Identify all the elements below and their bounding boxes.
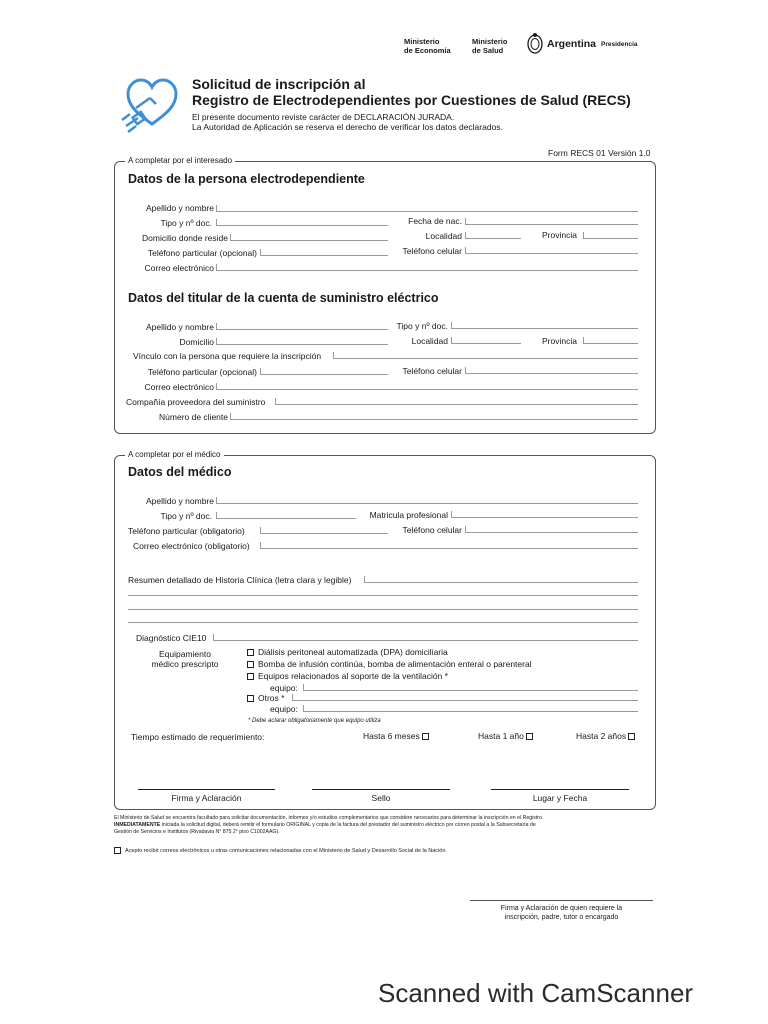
equipo-label-2: equipo: [270,704,298,714]
requester-sign-label: Firma y Aclaración de quien requiere la inscripción, padre, tutor o encargado [500,905,623,921]
form-title: Solicitud de inscripción al Registro de Electrodependientes por Cuestiones de Salud (RECS) [192,76,631,108]
2-anos-checkbox[interactable] [628,733,635,740]
opt-1-ano[interactable]: Hasta 1 año [478,731,537,741]
6-meses-checkbox[interactable] [422,733,429,740]
consent-checkbox[interactable] [114,847,121,854]
opt-2-anos[interactable]: Hasta 2 años [576,731,639,741]
provincia-label: Provincia [542,230,577,240]
firma-line[interactable] [138,789,275,790]
t-telefono-input[interactable] [260,374,388,375]
m-correo-input[interactable] [260,548,638,549]
camscanner-watermark: Scanned with CamScanner [378,978,694,1008]
m-celular-input[interactable] [465,532,638,533]
domicilio-label: Domicilio donde reside [142,233,228,243]
resumen-label: Resumen detallado de Historia Clínica (letra clara y legible) [128,575,352,585]
consent-option[interactable]: Acepto recibir correos electrónicos u otras comunicaciones relacionadas con el Ministerio de Salud y Desarrollo Social de la Nación. [114,847,447,854]
t-celular-label: Teléfono celular [402,366,462,376]
sello-line[interactable] [312,789,450,790]
opt-otros[interactable]: Otros * [247,693,284,703]
firma-label: Firma y Aclaración [171,793,242,803]
dpa-checkbox[interactable] [247,649,254,656]
domicilio-input[interactable] [230,240,388,241]
localidad-label: Localidad [425,231,462,241]
ventilacion-checkbox[interactable] [247,673,254,680]
t-correo-label: Correo electrónico [144,382,214,392]
provincia-input[interactable] [583,238,638,239]
lugar-line[interactable] [491,789,629,790]
correo-input[interactable] [216,270,638,271]
t-localidad-label: Localidad [411,336,448,346]
medico-legend: A completar por el médico [125,450,224,459]
tipo-doc-label: Tipo y nº doc. [160,218,212,228]
m-correo-label: Correo electrónico (obligatorio) [133,541,250,551]
interesado-legend: A completar por el interesado [125,156,235,165]
resumen-line-2[interactable] [128,595,638,596]
t-celular-input[interactable] [465,373,638,374]
telefono-label: Teléfono particular (opcional) [147,248,257,258]
t-cliente-label: Número de cliente [159,412,228,422]
m-telefono-input[interactable] [260,533,388,534]
medico-heading: Datos del médico [128,465,232,479]
opt-dpa[interactable]: Diálisis peritoneal automatizada (DPA) domiciliaria [247,647,448,657]
tipo-doc-input[interactable] [216,225,388,226]
equipo-input-1[interactable] [303,690,638,691]
m-tipo-doc-label: Tipo y nº doc. [160,511,212,521]
m-apellido-input[interactable] [216,503,638,504]
telefono-input[interactable] [260,255,388,256]
matricula-input[interactable] [451,517,638,518]
m-celular-label: Teléfono celular [402,525,462,535]
m-apellido-label: Apellido y nombre [145,496,214,506]
t-provincia-label: Provincia [542,336,577,346]
bomba-checkbox[interactable] [247,661,254,668]
resumen-line-4[interactable] [128,622,638,623]
opt-6-meses[interactable]: Hasta 6 meses [363,731,433,741]
apellido-input[interactable] [216,211,638,212]
t-vinculo-input[interactable] [333,358,638,359]
persona-heading: Datos de la persona electrodependiente [128,172,365,186]
ministerio-economia-logo: Ministerio de Economía [404,37,451,55]
t-tipo-doc-input[interactable] [451,328,638,329]
diagnostico-label: Diagnóstico CIE10 [136,633,207,643]
lugar-label: Lugar y Fecha [532,793,588,803]
fecha-nac-label: Fecha de nac. [408,216,462,226]
apellido-label: Apellido y nombre [145,203,214,213]
t-cliente-input[interactable] [230,419,638,420]
aclaracion-note: * Debe aclarar obligatoriamente que equipo utiliza [248,718,381,724]
t-vinculo-label: Vínculo con la persona que requiere la inscripción [133,351,322,361]
diagnostico-input[interactable] [213,640,638,641]
t-localidad-input[interactable] [451,343,521,344]
presidencia-label: Presidencia [601,41,638,48]
otros-checkbox[interactable] [247,695,254,702]
localidad-input[interactable] [465,238,521,239]
t-domicilio-label: Domicilio [179,337,214,347]
equipo-label-1: equipo: [270,683,298,693]
fecha-nac-input[interactable] [465,224,638,225]
correo-label: Correo electrónico [144,263,214,273]
argentina-brand: Argentina [547,38,597,50]
t-telefono-label: Teléfono particular (opcional) [147,367,257,377]
celular-input[interactable] [465,253,638,254]
m-telefono-label: Teléfono particular (obligatorio) [128,526,245,536]
ministerio-salud-logo: Ministerio de Salud [472,37,508,55]
1-ano-checkbox[interactable] [526,733,533,740]
titular-heading: Datos del titular de la cuenta de suministro eléctrico [128,291,439,305]
celular-label: Teléfono celular [402,246,462,256]
t-apellido-input[interactable] [216,329,388,330]
opt-bomba[interactable]: Bomba de infusión continúa, bomba de alimentación enteral o parenteral [247,659,532,669]
matricula-label: Matricula profesional [369,510,448,520]
otros-input[interactable] [292,700,638,701]
heart-plug-icon [116,76,186,136]
t-tipo-doc-label: Tipo y nº doc. [396,321,448,331]
equipamiento-label: Equipamiento médico prescripto [151,649,219,669]
footer-notice: El Ministerio de Salud se encuentra facultado para solicitar documentación, informes y/o estudios complementarios que considere necesarios para determinar la inscripción en el Registro. INMEDIATAMENTE iniciada la solicitud digital, deberá remitir el formulario ORIGINAL y copia de la factura del prestador del suministro eléctrico por correo postal a la Subsecretaría de Gestión de Servicios e Institutos (Rivadavia N° 875 2° piso C1002AAG). [114,815,544,835]
t-compania-input[interactable] [275,404,638,405]
sello-label: Sello [371,793,391,803]
t-provincia-input[interactable] [583,343,638,344]
opt-ventilacion[interactable]: Equipos relacionados al soporte de la ventilación * [247,671,448,681]
t-apellido-label: Apellido y nombre [145,322,214,332]
t-compania-label: Compañía proveedora del suministro [126,397,266,407]
form-notes: El presente documento reviste carácter de DECLARACIÓN JURADA. La Autoridad de Aplicación se reserva el derecho de verificar los datos declarados. [192,112,503,132]
requester-sign-line[interactable] [470,900,653,901]
equipo-input-2[interactable] [303,711,638,712]
resumen-line-3[interactable] [128,609,638,610]
argentina-seal-icon [527,32,543,54]
t-domicilio-input[interactable] [216,344,388,345]
tiempo-label: Tiempo estimado de requerimiento: [131,732,265,742]
form-id: Form RECS 01 Versión 1.0 [548,148,651,158]
t-correo-input[interactable] [216,389,638,390]
resumen-input[interactable] [364,582,638,583]
